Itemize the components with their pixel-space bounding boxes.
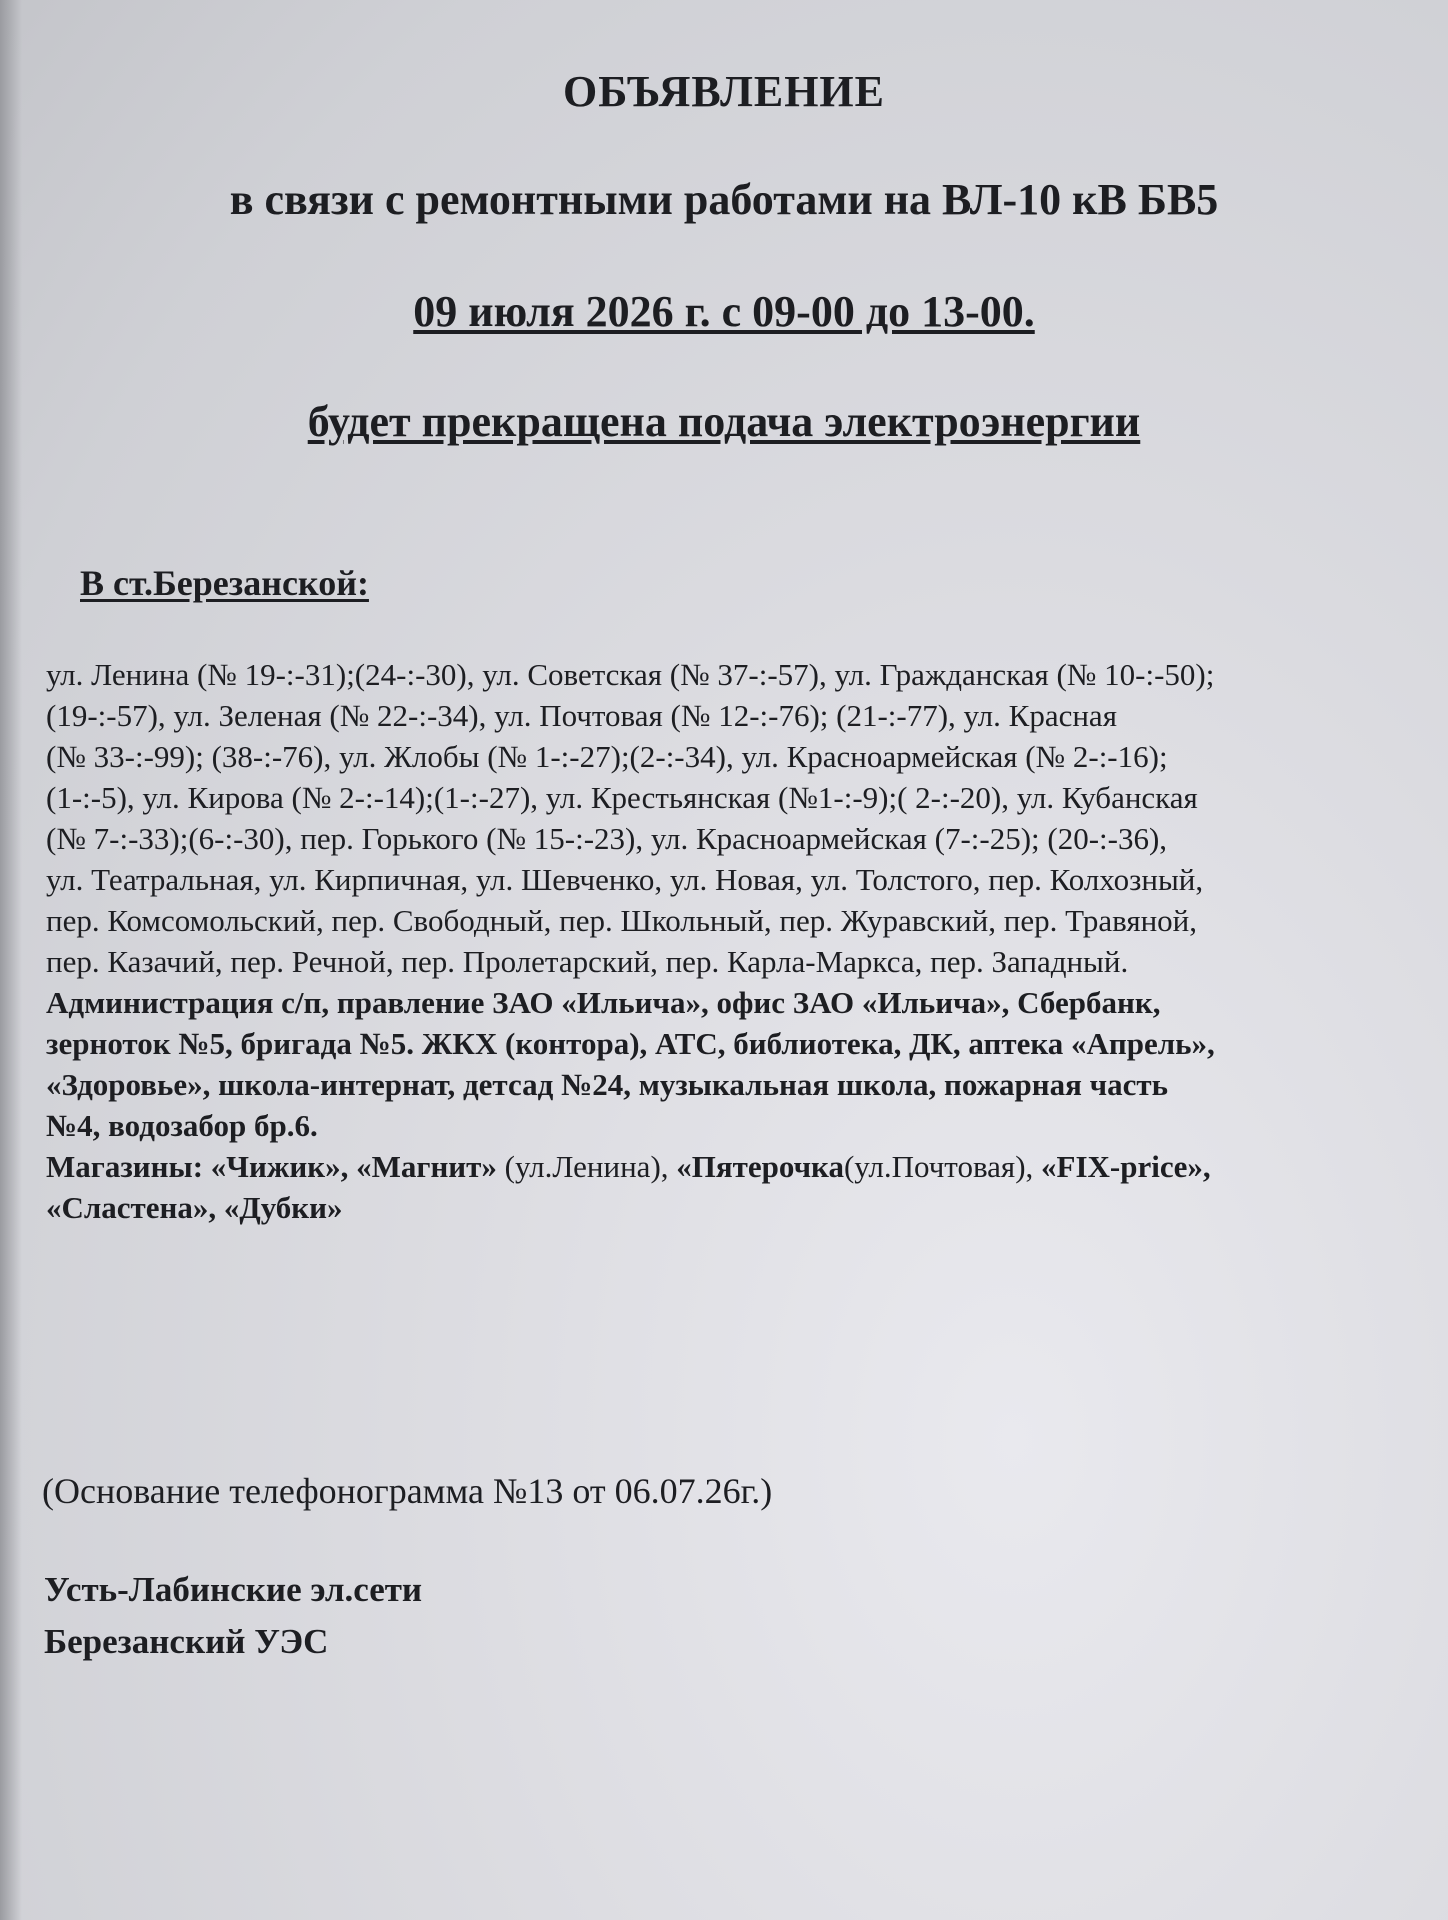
notice-title: ОБЪЯВЛЕНИЕ [562, 67, 886, 116]
shops-part: «FIX-price», [1041, 1149, 1211, 1184]
basis-note: (Основание телефонограмма №13 от 06.07.26г.) [42, 1471, 773, 1511]
settlement-heading: В ст.Березанской: [80, 563, 369, 603]
organization-line: «Здоровье», школа-интернат, детсад №24, музыкальная школа, пожарная часть [46, 1067, 1169, 1102]
street-line: (19-:-57), ул. Зеленая (№ 22-:-34), ул. Почтовая (№ 12-:-76); (21-:-77), ул. Красная [46, 698, 1117, 733]
organization-line: №4, водозабор бр.6. [46, 1108, 318, 1143]
outage-date-time: 09 июля 2026 г. с 09-00 до 13-00. [413, 287, 1035, 336]
affected-list [46, 654, 1436, 1228]
shops-part: Магазины: «Чижик», «Магнит» [46, 1149, 497, 1184]
outage-notice: будет прекращена подача электроэнергии [307, 397, 1141, 446]
shops-line [46, 1146, 1436, 1187]
street-line: (1-:-5), ул. Кирова (№ 2-:-14);(1-:-27), ул. Крестьянская (№1-:-9);( 2-:-20), ул. Кубанская [46, 780, 1198, 815]
street-line: пер. Казачий, пер. Речной, пер. Пролетарский, пер. Карла-Маркса, пер. Западный. [46, 944, 1129, 979]
signature-org: Усть-Лабинские эл.сети [44, 1570, 423, 1609]
shops-part: (ул.Ленина), [496, 1149, 677, 1184]
street-line: ул. Театральная, ул. Кирпичная, ул. Шевченко, ул. Новая, ул. Толстого, пер. Колхозный, [46, 862, 1204, 897]
shops-line: «Сластена», «Дубки» [46, 1190, 343, 1225]
organization-line: зерноток №5, бригада №5. ЖКХ (контора), АТС, библиотека, ДК, аптека «Апрель», [46, 1026, 1215, 1061]
shops-part: «Пятерочка [676, 1149, 844, 1184]
street-line: пер. Комсомольский, пер. Свободный, пер. Школьный, пер. Журавский, пер. Травяной, [46, 903, 1198, 938]
organization-line: Администрация с/п, правление ЗАО «Ильича», офис ЗАО «Ильича», Сбербанк, [46, 985, 1161, 1020]
street-line: (№ 7-:-33);(6-:-30), пер. Горького (№ 15-:-23), ул. Красноармейская (7-:-25); (20-:-36), [46, 821, 1168, 856]
street-line: ул. Ленина (№ 19-:-31);(24-:-30), ул. Советская (№ 37-:-57), ул. Гражданская (№ 10-:-50); [46, 657, 1215, 692]
signature-unit: Березанский УЭС [44, 1622, 329, 1661]
notice-subtitle: в связи с ремонтными работами на ВЛ-10 кВ БВ5 [229, 175, 1219, 224]
shops-part: (ул.Почтовая), [843, 1149, 1042, 1184]
street-line: (№ 33-:-99); (38-:-76), ул. Жлобы (№ 1-:-27);(2-:-34), ул. Красноармейская (№ 2-:-16); [46, 739, 1168, 774]
